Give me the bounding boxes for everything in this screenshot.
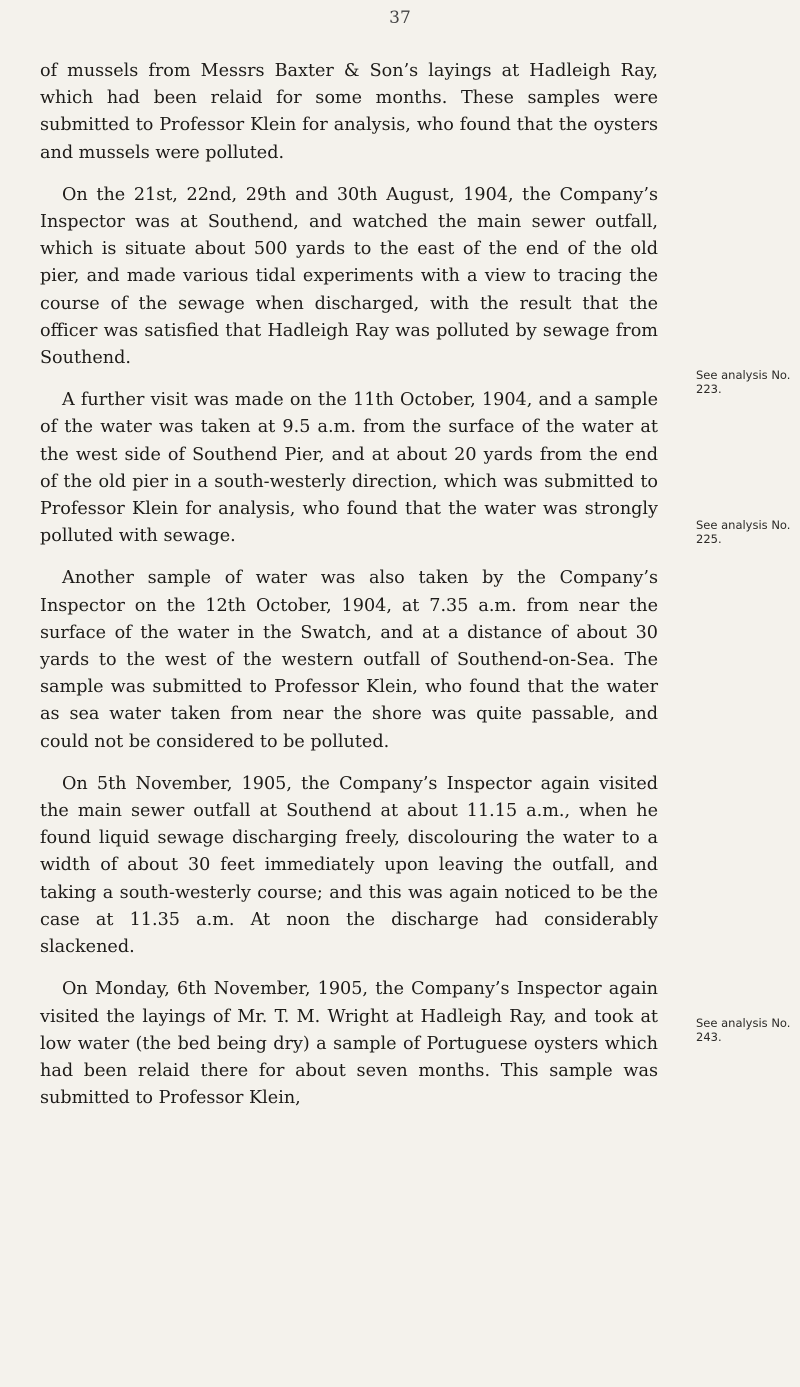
margin-note-analysis-225: See analysis No. 225. [696,518,791,546]
margin-note-analysis-243: See analysis No. 243. [696,1016,791,1044]
paragraph-5: On 5th November, 1905, the Company’s Inspector again visited the main sewer outfall at Southend at about 11.15 a.m., when he found liquid sewage discharging freely, discolouring the water to a width of about 30 feet immediately upon leaving the outfall, and taking a south-westerly course; and this was again noticed to be the case at 11.35 a.m. At noon the discharge had considerably slackened. [40,773,658,958]
paragraph-1: of mussels from Messrs Baxter & Son’s layings at Hadleigh Ray, which had been relaid for some months. These samples were submitted to Professor Klein for analysis, who found that the oysters and mussels were polluted. [40,61,658,163]
paragraph-3: A further visit was made on the 11th October, 1904, and a sample of the water was taken at 9.5 a.m. from the surface of the water at the west side of Southend Pier, and at about 20 yards from the end of the old pier in a south-westerly direction, which was submitted to Professor Klein for analysis, who found that the water was strongly polluted with sewage. [40,390,658,547]
paragraph-4: Another sample of water was also taken by the Company’s Inspector on the 12th October, 1904, at 7.35 a.m. from near the surface of the water in the Swatch, and at a distance of about 30 yards to the west of the western outfall of Southend-on-Sea. The sample was submitted to Professor Klein, who found that the water as sea water taken from near the shore was quite passable, and could not be considered to be polluted. [40,568,658,752]
paragraph-6: On Monday, 6th November, 1905, the Company’s Inspector again visited the layings of Mr. T. M. Wright at Hadleigh Ray, and took at low water (the bed being dry) a sample of Portuguese oysters which had been relaid there for about seven months. This sample was submitted to Professor Klein, [40,979,658,1109]
body-text [40,58,658,1127]
margin-note-analysis-223: See analysis No. 223. [696,368,791,396]
page-number: 37 [389,8,411,28]
paragraph-2: On the 21st, 22nd, 29th and 30th August, 1904, the Company’s Inspector was at Southend, and watched the main sewer outfall, which is situate about 500 yards to the east of the end of the old pier, and made various tidal experiments with a view to tracing the course of the sewage when discharged, with the result that the officer was satisfied that Hadleigh Ray was polluted by sewage from Southend. [40,184,658,369]
